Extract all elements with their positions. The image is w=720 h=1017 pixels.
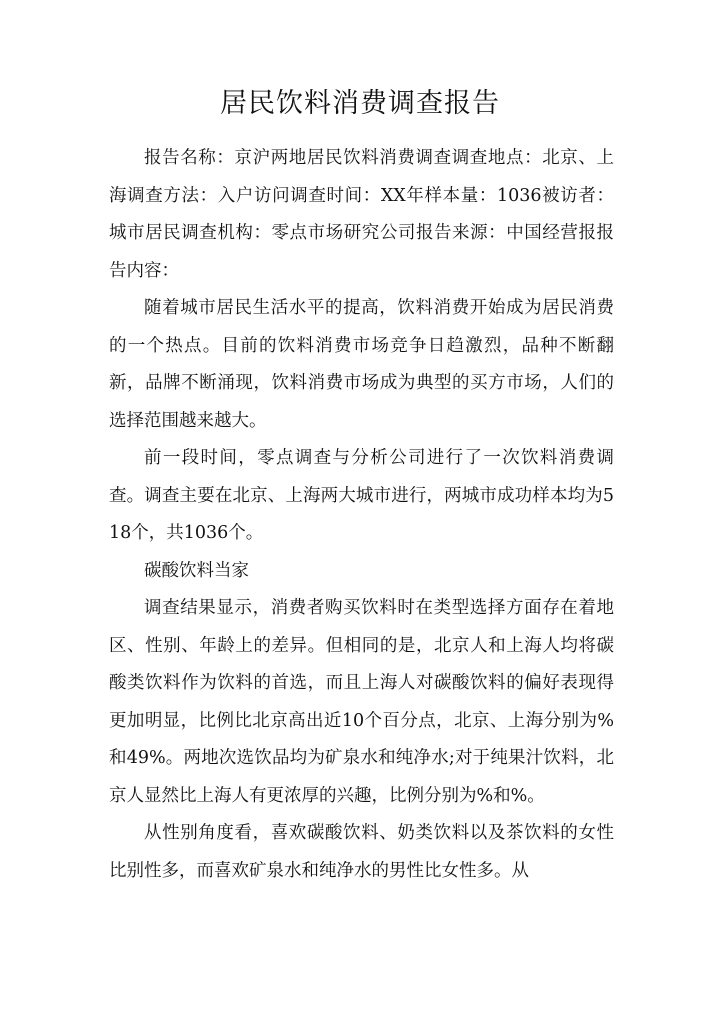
section-heading: 碳酸饮料当家 bbox=[144, 560, 249, 581]
paragraph-results: 调查结果显示，消费者购买饮料时在类型选择方面存在着地区、性别、年龄上的差异。但相同的是，北京人和上海人均将碳酸类饮料作为饮料的首选，而且上海人对碳酸饮料的偏好表现得更加明显，比例比北京高出近10个百分点，北京、上海分别为%和49%。两地次选饮品均为矿泉水和纯净水;对于纯果汁饮料，北京人显然比上海人有更浓厚的兴趣，比例分别为%和%。 bbox=[109, 598, 614, 806]
paragraph-intro: 随着城市居民生活水平的提高，饮料消费开始成为居民消费的一个热点。目前的饮料消费市场竞争日趋激烈，品种不断翻新，品牌不断涌现，饮料消费市场成为典型的买方市场，人们的选择范围越来越大。 bbox=[109, 298, 614, 431]
document-body bbox=[109, 140, 614, 890]
paragraph-report-info: 报告名称：京沪两地居民饮料消费调查调查地点：北京、上海调查方法：入户访问调查时间：XX年样本量：1036被访者：城市居民调查机构：零点市场研究公司报告来源：中国经营报报告内容： bbox=[109, 148, 614, 281]
paragraph-survey: 前一段时间，零点调查与分析公司进行了一次饮料消费调查。调查主要在北京、上海两大城市进行，两城市成功样本均为518个，共1036个。 bbox=[109, 448, 614, 543]
document-title: 居民饮料消费调查报告 bbox=[220, 88, 500, 119]
paragraph-gender: 从性别角度看，喜欢碳酸饮料、奶类饮料以及茶饮料的女性比别性多，而喜欢矿泉水和纯净水的男性比女性多。从 bbox=[109, 823, 614, 881]
